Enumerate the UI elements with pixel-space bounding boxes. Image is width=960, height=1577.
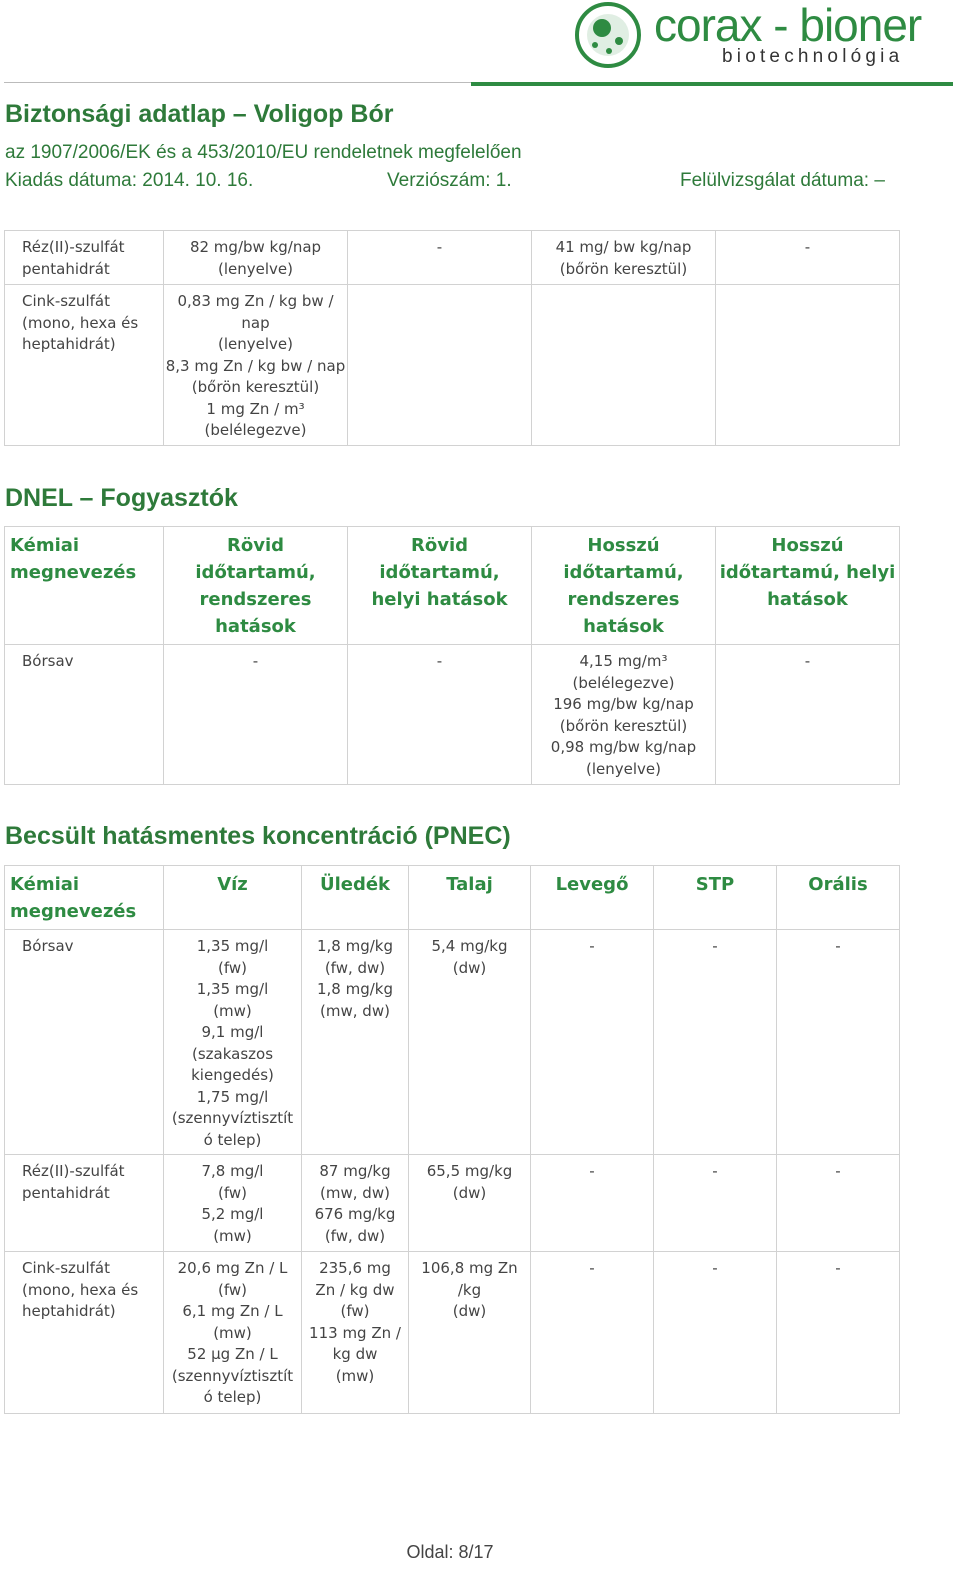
column-header: Kémiai megnevezés <box>5 866 164 930</box>
table-cell: 106,8 mg Zn /kg (dw) <box>409 1252 531 1414</box>
table-row <box>5 1252 900 1414</box>
chemical-name: Réz(II)-szulfát pentahidrát <box>5 231 164 285</box>
table-cell <box>348 285 532 446</box>
column-header: Rövid időtartamú, rendszeres hatások <box>164 527 348 645</box>
logo-subtitle: biotechnológia <box>722 46 904 67</box>
table-cell: 4,15 mg/m³ (belélegezve) 196 mg/bw kg/nap (bőrön keresztül) 0,98 mg/bw kg/nap (lenyelve) <box>532 645 716 785</box>
table-cell: - <box>654 930 777 1155</box>
table-cell: 82 mg/bw kg/nap (lenyelve) <box>164 231 348 285</box>
table-row <box>5 930 900 1155</box>
table-cell: - <box>654 1252 777 1414</box>
table-cell: 1,8 mg/kg (fw, dw) 1,8 mg/kg (mw, dw) <box>302 930 409 1155</box>
pnec-table <box>4 865 900 1414</box>
table-cell: 41 mg/ bw kg/nap (bőrön keresztül) <box>532 231 716 285</box>
table-header-row <box>5 866 900 930</box>
table-row <box>5 1155 900 1252</box>
table-cell: 87 mg/kg (mw, dw) 676 mg/kg (fw, dw) <box>302 1155 409 1252</box>
review-date: Felülvizsgálat dátuma: – <box>680 170 885 191</box>
table-row <box>5 645 900 785</box>
table-cell: 235,6 mg Zn / kg dw (fw) 113 mg Zn / kg dw (mw) <box>302 1252 409 1414</box>
table-cell: 0,83 mg Zn / kg bw / nap (lenyelve) 8,3 mg Zn / kg bw / nap (bőrön keresztül) 1 mg Zn / m³ (belélegezve) <box>164 285 348 446</box>
dnel-table <box>4 526 900 785</box>
chemical-name: Cink-szulfát (mono, hexa és heptahidrát) <box>5 285 164 446</box>
table-cell: - <box>654 1155 777 1252</box>
section-title-pnec: Becsült hatásmentes koncentráció (PNEC) <box>5 822 511 850</box>
header-accent-bar <box>471 82 953 86</box>
table-row <box>5 285 900 446</box>
table-cell: - <box>777 1252 900 1414</box>
table-cell: - <box>164 645 348 785</box>
chemical-name: Bórsav <box>5 930 164 1155</box>
section-title-dnel: DNEL – Fogyasztók <box>5 484 238 512</box>
column-header: Víz <box>164 866 302 930</box>
page-number: Oldal: 8/17 <box>406 1542 494 1562</box>
table-cell: - <box>531 930 654 1155</box>
header-divider <box>4 82 471 83</box>
table-cell: - <box>348 231 532 285</box>
table-cell <box>716 285 900 446</box>
column-header: Rövid időtartamú, helyi hatások <box>348 527 532 645</box>
column-header: Levegő <box>531 866 654 930</box>
dnel-continuation-table <box>4 230 900 446</box>
table-cell: - <box>348 645 532 785</box>
table-header-row <box>5 527 900 645</box>
table-cell: - <box>777 1155 900 1252</box>
column-header: Üledék <box>302 866 409 930</box>
column-header: STP <box>654 866 777 930</box>
version-number: Verziószám: 1. <box>387 170 512 191</box>
table-cell: - <box>716 231 900 285</box>
column-header: Hosszú időtartamú, helyi hatások <box>716 527 900 645</box>
table-cell: 1,35 mg/l (fw) 1,35 mg/l (mw) 9,1 mg/l (szakaszos kiengedés) 1,75 mg/l (szennyvíztisztít ó telep) <box>164 930 302 1155</box>
table-cell: - <box>716 645 900 785</box>
regulation-line: az 1907/2006/EK és a 453/2010/EU rendeletnek megfelelően <box>5 142 522 163</box>
chemical-name: Cink-szulfát (mono, hexa és heptahidrát) <box>5 1252 164 1414</box>
column-header: Talaj <box>409 866 531 930</box>
table-cell: 7,8 mg/l (fw) 5,2 mg/l (mw) <box>164 1155 302 1252</box>
chemical-name: Bórsav <box>5 645 164 785</box>
corax-logo-icon <box>574 1 642 69</box>
table-cell: - <box>777 930 900 1155</box>
column-header: Orális <box>777 866 900 930</box>
column-header: Kémiai megnevezés <box>5 527 164 645</box>
table-cell: 5,4 mg/kg (dw) <box>409 930 531 1155</box>
logo-title: corax - bioner <box>654 0 922 51</box>
table-cell: 65,5 mg/kg (dw) <box>409 1155 531 1252</box>
column-header: Hosszú időtartamú, rendszeres hatások <box>532 527 716 645</box>
document-title: Biztonsági adatlap – Voligop Bór <box>5 100 394 128</box>
chemical-name: Réz(II)-szulfát pentahidrát <box>5 1155 164 1252</box>
table-cell: 20,6 mg Zn / L (fw) 6,1 mg Zn / L (mw) 52 µg Zn / L (szennyvíztisztít ó telep) <box>164 1252 302 1414</box>
table-cell <box>532 285 716 446</box>
table-row <box>5 231 900 285</box>
table-cell: - <box>531 1155 654 1252</box>
table-cell: - <box>531 1252 654 1414</box>
issue-date: Kiadás dátuma: 2014. 10. 16. <box>5 170 254 191</box>
